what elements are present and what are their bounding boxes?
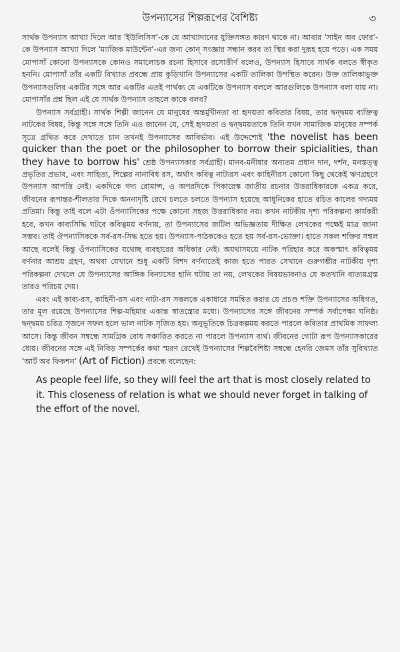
english-quote-inline: (Art of Fiction) (78, 355, 145, 367)
paragraph-3 (22, 294, 378, 369)
bengali-text-run: প্রবন্ধে বলেছেন: (144, 356, 197, 366)
bengali-text-run: এবং এই কাব্য-রস, কাহিনী-রস এবং নাট্য-রস সকলকে একাধারে সমন্বিত করার যে প্রচণ্ড শক্তি উপন্যাসের অধিগত, তার মূল রয়েছে উপন্যাসের শিল্প-মহিমার একান্ত স্বাতন্ত্র্যের মধ্যে। উপন্যাসের সঙ্গে জীবনের সম্পর্ক সর্বাপেক্ষা ঘনিষ্ঠ। দ্বন্দ্বময় চরিত্র সৃজনে সফল হলে ভাল নাটক সৃজিত হয়। অনুভূতিকে চিত্রকল্পময় করতে পারলে কবিতার প্রাথমিক সাফল্য আসে। কিন্তু জীবন সম্বন্ধে সামগ্রিক বোধ সঞ্চারিত করতে না পারলে উপন্যাস ব্যর্থ। জীবনের গোটা রূপ উপন্যাসকারের ধ্যেয়। জীবনের সঙ্গে এই নিবিড় সম্পর্কের কথা স্মরণ রেখেই উপন্যাসের শিল্পবৈশিষ্ট্য সম্বন্ধে হেনরি জেমস তাঁর সুবিখ্যাত 'আর্ট অব ফিকশন' (22, 294, 378, 366)
running-title: উপন্যাসের শিল্পরূপের বৈশিষ্ট্য (142, 13, 258, 24)
english-quote-inline: 'the novelist has been quicker than the poet or the philosopher to borrow their spicialities, than they have to borrow his' (22, 131, 378, 168)
block-quote: As people feel life, so they will feel the art that is most closely related to it. This closeness of relation is what we should never forget in talking of the effort of the novel. (36, 375, 371, 416)
page-number: ৩ (368, 12, 376, 25)
bengali-text-run: উপন্যাস সর্বগ্রাহী। সার্থক শিল্পী জানেন যে মানুষের অন্তর্মুখীনতা বা হৃদয়তা কবিতার বিষয়, তার দ্বন্দ্বময় ব্যক্তিত্ব নাটকের বিষয়, কিন্তু সঙ্গে সঙ্গে তিনি এও জানেন যে, সেই হৃদয়তা ও দ্বন্দ্বময়তাকে তিনি যখন সামাজিক মানুষের সম্পর্ক সূত্রে গ্রথিত করে দেখাতে চান তখনই উপন্যাসের আবির্ভাব। এই উদ্দেশ্যেই (22, 107, 378, 142)
body-text (22, 32, 378, 418)
bengali-text-run: সার্থক উপন্যাস আখ্যা দিলে আর 'ইউলিসিস'-কে যে আখ্যাদানের যুক্তিসঙ্গত কারণ থাকে না। আবার 'সাইন অব ফোর'-কে উপন্যাস আখ্যা দিলে 'ম্যাজিক মাউন্টেন'-এর জন্য কোন্ সংজ্ঞার সন্ধান করব তা স্থির করা দুরূহ হয়ে পড়ে। এক সময় মোপাসাঁ কোনো উপন্যাসকে কোনও সমালোচক রচনা হিসাবে রসোত্তীর্ণ বলেও, উপন্যাস হিসাবে সার্থক বলতে স্বীকৃত হননি। মোপাসাঁ তাঁর একটি বিখ্যাত প্রবন্ধে প্রায় কুড়িখানি উপন্যাসের একটি তালিকা উপস্থিত করেন। উক্ত তালিকাভুক্ত উপন্যাসগুলির একটির সঙ্গে আর একটির এতই পার্থক্য যে একটিকে উপন্যাস বললে আরগুলিকে উপন্যাস বলা যায় না। মোপাসাঁর প্রশ্ন ছিল এই যে সার্থক উপন্যাস তাহলে কাকে বলব? (22, 33, 378, 105)
bengali-text-run: শ্রেষ্ঠ উপন্যাসকার সর্বগ্রাহী। মানব-মনীষার অন্যতম প্রধান দান, দর্শন, মনস্তত্ত্ব প্রভৃতির প্রভাব, এবং সাহিত্য, শিল্পের নানাবিধ রস, অর্থাৎ কবিত্ব নাট্যরস এবং কাহিনীরস কোনো কিছু থেকেই ঋণগ্রহণে উপন্যাস আপত্তি নেই। একদিকে গদ্য রোমান্স, ও অপরদিকে পিকারেস্ক জাতীয় রচনার উত্তরাধিকারকে একত্র করে, জীবনের রূপান্তর-শীলতার দিকে অনন্যদৃষ্টি রেখে চলতে চলতে উপন্যাস হয়েছে আধুনিকের হাতে রচিত কালের গদ্যময় প্রতিমা। কিন্তু তাই বলে এটা ওঁপন্যাসিকের পক্ষে কোনো সহজ উত্তরাধিকার নয়। কখন নাটকীয় দৃশ্য পরিকল্পনা কার্যকরী হবে, কখন কাব্যসিদ্ধি ঘটবে কবিত্বময় বর্ণনায়, তা উপন্যাসের জটিল অভিজ্ঞতায় দীক্ষিত লেখকের পক্ষেই মাত্র জানা সম্ভব। তাই ঔপন্যাসিককে সর্ব-রস-সিদ্ধ হতে হয়। উপন্যাস-পাঠককেও হতে হয় সর্ব-রস-ভোক্তা। হাতে সকল শক্তির সম্বল আছে বলেই কিন্তু ওঁপন্যাসিকের যথেচ্ছ ব্যবহারের অধিকার নেই। অযথাসময়ে নাটক পরিহার করে অকস্মাৎ কবিত্বময় বর্ণনার আশ্রয় গ্রহণ, অথবা যেখানে শুধু একটি বিশদ বর্ণনাতেই কাজ হতে পারত সেখানে গুরুগম্ভীর নাটকীয় দৃশ্য পরিকল্পনা দেখলে যে উপন্যাসের আঙ্গিক বিন্যাসের হানি ঘটায় তা নয়, লেখকের বিষয়ভাবনাও যে কতখানি বাত্যয়গ্রস্ত তারও পরিচয় দেয়। (22, 157, 378, 292)
paragraph-1 (22, 32, 378, 107)
paragraph-2 (22, 107, 378, 294)
page-header (22, 10, 378, 28)
